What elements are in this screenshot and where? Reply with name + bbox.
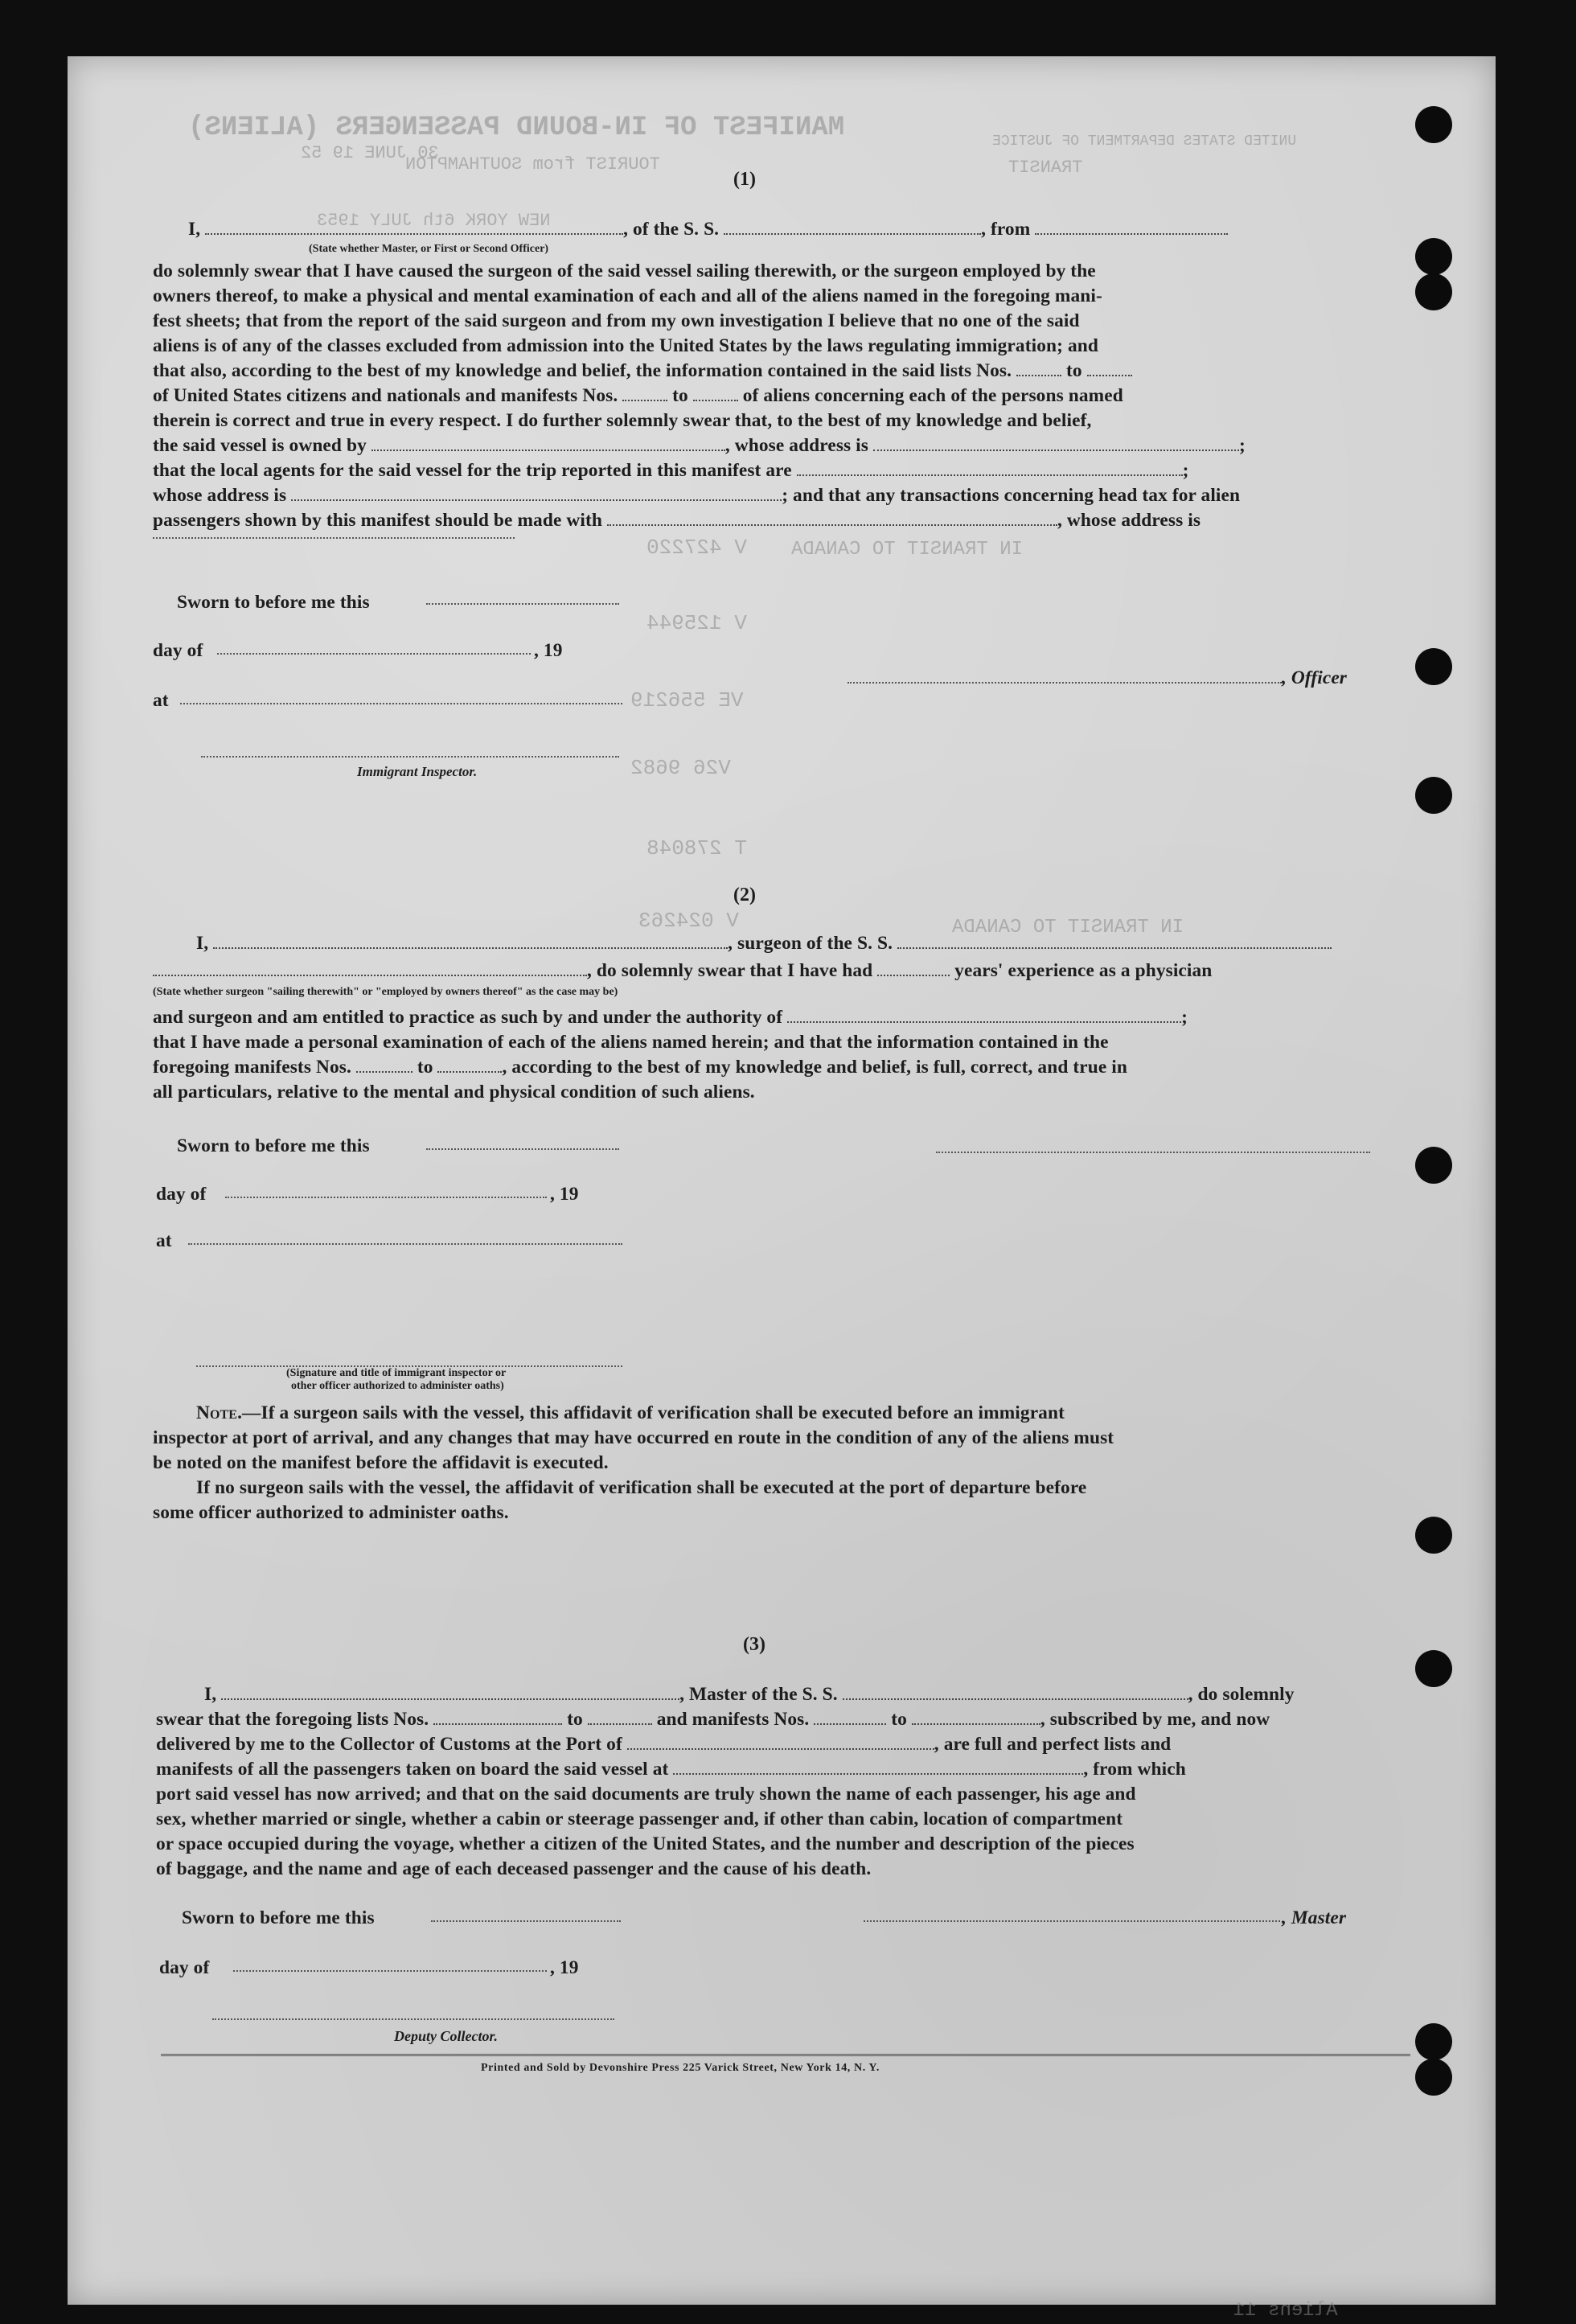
s1-manifests-label: of United States citizens and nationals and manifests Nos. (153, 385, 618, 406)
s1-owner-address-label: , whose address is (724, 435, 868, 456)
s1-day-field[interactable] (217, 653, 531, 655)
s2-state-hint: (State whether surgeon "sailing therewith" or "employed by owners thereof" as the case may be) (153, 986, 618, 998)
s1-manifests-to-label: to (672, 385, 688, 406)
binder-hole (1415, 2023, 1452, 2060)
binder-hole (1415, 1517, 1452, 1554)
s2-sailing-field[interactable] (153, 960, 587, 976)
s1-body-line (153, 384, 1123, 408)
s3-vessel-field[interactable] (843, 1684, 1188, 1700)
bleed-through-row (630, 756, 731, 780)
s1-body-line: fest sheets; that from the report of the said surgeon and from my own investigation I believe that no one of the said (153, 310, 1080, 331)
s2-note-line (196, 1401, 1065, 1425)
s1-manifests-tail: of aliens concerning each of the persons named (742, 385, 1123, 406)
bleed-through-row (646, 536, 747, 560)
bleed-row-text: T 278048 (646, 836, 747, 860)
s3-port-field[interactable] (627, 1734, 934, 1750)
s2-body-line (153, 1055, 1127, 1079)
s1-officer-signature-line[interactable] (848, 682, 1282, 684)
s3-manifests-label: and manifests Nos. (656, 1709, 810, 1730)
s2-note-line: If no surgeon sails with the vessel, the affidavit of verification shall be executed at the port of departure before (196, 1477, 1087, 1498)
s1-year-label: , 19 (534, 640, 563, 661)
footer-rule (161, 2054, 1410, 2056)
s2-year-label: , 19 (550, 1184, 579, 1205)
s2-day-of-label: day of (156, 1184, 207, 1205)
s2-sig-hint-line: other officer authorized to administer oaths) (291, 1380, 504, 1392)
s1-officer-field[interactable] (205, 219, 623, 235)
s2-body-line: that I have made a personal examination of each of the aliens named herein; and that the information contained in the (153, 1032, 1109, 1053)
s2-i-label: I, (196, 933, 209, 954)
s2-years-label: years' experience as a physician (954, 960, 1213, 981)
s3-lists-label: swear that the foregoing lists Nos. (156, 1709, 429, 1730)
s3-i-label: I, (204, 1684, 217, 1705)
s1-made-with-address-label: , whose address is (1057, 510, 1201, 531)
s1-body-line: aliens is of any of the classes excluded from admission into the United States by the laws regulating immigration; and (153, 335, 1098, 356)
s3-to-label: to (891, 1709, 907, 1730)
printer-credit: Printed and Sold by Devonshire Press 225 Varick Street, New York 14, N. Y. (481, 2062, 880, 2074)
bleed-through-row (791, 539, 1023, 560)
s1-body-line (153, 433, 1246, 458)
s1-owner-address-field[interactable] (873, 435, 1239, 451)
s2-surgeon-of-label: , surgeon of the S. S. (728, 933, 893, 954)
s3-body-line: or space occupied during the voyage, whether a citizen of the United States, and the number and description of the pieces (156, 1833, 1135, 1854)
s3-collector-signature-line[interactable] (212, 2018, 614, 2020)
s1-made-with-field[interactable] (607, 510, 1057, 526)
bleed-through-row (646, 611, 747, 635)
s3-day-of-label: day of (159, 1957, 210, 1978)
s1-semicolon: ; (1238, 435, 1246, 456)
s2-line1 (153, 959, 1212, 983)
s2-sig-hint-line: (Signature and title of immigrant inspector or (286, 1367, 507, 1379)
bleed-row-text: VE 556219 (630, 688, 744, 712)
bleed-through-row (638, 909, 739, 933)
s3-body-line: port said vessel has now arrived; and that on the said documents are truly shown the name of each passenger, his age and (156, 1784, 1136, 1805)
s1-of-ss: , of the S. S. (623, 219, 720, 240)
s1-made-with-label: passengers shown by this manifest should be made with (153, 510, 602, 531)
s3-body-line (156, 1707, 1270, 1731)
bleed-title-text: MANIFEST OF IN-BOUND PASSENGERS (ALIENS) (188, 113, 845, 143)
bleed-through-transit (1008, 158, 1082, 178)
s2-at-label: at (156, 1230, 172, 1251)
s1-lists-label: that also, according to the best of my knowledge and belief, the information contained in the said lists Nos. (153, 360, 1012, 381)
s1-from-field[interactable] (1035, 219, 1228, 235)
s1-body-line (153, 483, 1240, 507)
s1-owner-field[interactable] (371, 435, 725, 451)
manifest-page (68, 56, 1496, 2322)
s1-body-line (153, 508, 1200, 532)
s3-body-line: of baggage, and the name and age of each deceased passenger and the cause of his death. (156, 1858, 872, 1879)
s1-lists-to-label: to (1065, 360, 1082, 381)
bleed-through-header (992, 133, 1296, 150)
binder-hole (1415, 1147, 1452, 1184)
bleed-through-row (646, 836, 747, 860)
s3-body-line (156, 1732, 1171, 1756)
s1-state-hint: (State whether Master, or First or Second Officer) (309, 243, 549, 255)
binder-hole (1415, 106, 1452, 143)
s1-sworn-field[interactable] (426, 603, 619, 605)
s1-intro-line (188, 217, 1228, 241)
s1-vessel-field[interactable] (724, 219, 981, 235)
s1-inspector-signature-line[interactable] (201, 756, 619, 758)
s3-master-label: , Master (1282, 1907, 1347, 1928)
binder-hole (1415, 777, 1452, 814)
s2-intro-line (196, 931, 1332, 955)
bleed-row-text: V 427220 (646, 536, 747, 560)
bleed-through-title (188, 113, 844, 143)
s2-manifests-tail: , according to the best of my knowledge and belief, is full, correct, and true in (502, 1057, 1128, 1078)
s2-note-label: Note. (196, 1402, 243, 1423)
s3-port-label: delivered by me to the Collector of Customs at the Port of (156, 1734, 622, 1755)
s3-embark-port-field[interactable] (673, 1759, 1083, 1775)
binder-hole (1415, 1650, 1452, 1687)
s2-note-line: some officer authorized to administer oaths. (153, 1502, 509, 1523)
s2-note-line: be noted on the manifest before the affidavit is executed. (153, 1452, 609, 1473)
s3-master-signature-line[interactable] (864, 1920, 1280, 1922)
s3-manifests-to-field[interactable] (912, 1709, 1040, 1725)
s1-body-line (153, 359, 1132, 383)
s2-manifests-label: foregoing manifests Nos. (153, 1057, 351, 1078)
s2-day-field[interactable] (225, 1197, 547, 1198)
s2-note-line: inspector at port of arrival, and any changes that may have occurred en route in the condition of any of the aliens must (153, 1427, 1114, 1448)
s3-lists-to-field[interactable] (588, 1709, 652, 1725)
bleed-row-text: V 125944 (646, 611, 747, 635)
s2-at-field[interactable] (188, 1243, 622, 1245)
s2-body-line: all particulars, relative to the mental and physical condition of such aliens. (153, 1082, 755, 1102)
bleed-row-text: IN TRANSIT TO CANADA (952, 917, 1184, 938)
s2-manifests-from-field[interactable] (356, 1057, 412, 1073)
s1-lists-to-field[interactable] (1087, 360, 1132, 376)
bleed-transit-text: TRANSIT (1008, 158, 1083, 178)
s3-day-field[interactable] (233, 1970, 547, 1972)
s1-agents-address-field[interactable] (291, 485, 782, 501)
s1-officer-label: , Officer (1282, 667, 1348, 688)
s2-authority-field[interactable] (787, 1007, 1181, 1023)
s3-to-label: to (567, 1709, 583, 1730)
s3-full-lists-label: , are full and perfect lists and (934, 1734, 1172, 1755)
binder-hole (1415, 273, 1452, 310)
s3-lists-from-field[interactable] (433, 1709, 562, 1725)
s3-sworn-label: Sworn to before me this (182, 1907, 375, 1928)
bleed-date-text: 30 JUNE 19 52 (301, 143, 439, 163)
binder-hole (1415, 238, 1452, 275)
s1-body-line: do solemnly swear that I have caused the surgeon of the said vessel sailing therewith, or the surgeon employed by the (153, 261, 1096, 281)
bleed-through-row (630, 688, 743, 712)
bleed-footer-text: Aliens 11 (1233, 2300, 1338, 2322)
s2-surgeon-signature-line[interactable] (936, 1152, 1370, 1153)
s2-body-line (153, 1005, 1188, 1029)
s2-vessel-field[interactable] (897, 933, 1332, 949)
s2-authority-label: and surgeon and am entitled to practice as such by and under the authority of (153, 1007, 783, 1028)
s2-to-label: to (417, 1057, 433, 1078)
s3-body-line (156, 1757, 1186, 1781)
s3-collector-label: Deputy Collector. (394, 2028, 498, 2044)
s1-agents-label: that the local agents for the said vessel for the trip reported in this manifest are (153, 460, 792, 481)
s2-manifests-to-field[interactable] (437, 1057, 502, 1073)
s3-taken-on-board-label: manifests of all the passengers taken on board the said vessel at (156, 1759, 669, 1780)
s2-years-field[interactable] (877, 960, 950, 976)
s2-sworn-label: Sworn to before me this (177, 1135, 370, 1156)
s1-lists-from-field[interactable] (1016, 360, 1061, 376)
s2-sig-hint (286, 1367, 506, 1393)
s2-note-text: —If a surgeon sails with the vessel, this affidavit of verification shall be executed before an immigrant (242, 1402, 1065, 1423)
s2-semicolon: ; (1181, 1007, 1188, 1028)
s1-inspector-label: Immigrant Inspector. (357, 764, 478, 779)
s1-sworn-label: Sworn to before me this (177, 592, 370, 613)
s1-i-label: I, (188, 219, 201, 240)
s1-continuation-line[interactable] (153, 537, 515, 539)
s1-agents-field[interactable] (797, 460, 1183, 476)
s2-solemnly-label: , do solemnly swear that I have had (587, 960, 873, 981)
s1-owned-by-label: the said vessel is owned by (153, 435, 367, 456)
binder-hole (1415, 2059, 1452, 2096)
bleed-through-footer (1233, 2300, 1338, 2322)
bleed-row-text: V26 9682 (630, 756, 731, 780)
s1-agents-address-label: whose address is (153, 485, 287, 506)
bleed-through-date (301, 143, 439, 163)
bleed-through-ship (405, 154, 660, 175)
s1-body-line: owners thereof, to make a physical and mental examination of each and all of the aliens named in the foregoing mani- (153, 285, 1102, 306)
s2-sworn-field[interactable] (426, 1148, 619, 1150)
s3-subscribed-label: , subscribed by me, and now (1040, 1709, 1270, 1730)
section-2-number: (2) (733, 885, 756, 905)
s1-day-of-label: day of (153, 640, 203, 661)
section-1-number: (1) (733, 169, 756, 190)
s3-year-label: , 19 (550, 1957, 579, 1978)
bleed-row-text: V 024263 (638, 909, 739, 933)
s1-semicolon: ; (1182, 460, 1189, 481)
s3-sworn-field[interactable] (431, 1920, 621, 1922)
s3-master-name-field[interactable] (221, 1684, 679, 1700)
s1-headtax-label: ; and that any transactions concerning head tax for alien (782, 485, 1241, 506)
s1-at-field[interactable] (180, 703, 622, 704)
bleed-row-text: IN TRANSIT TO CANADA (791, 539, 1024, 560)
bleed-ship-text: TOURIST from SOUTHAMPTON (405, 154, 660, 175)
s3-body-line: sex, whether married or single, whether a cabin or steerage passenger and, if other than cabin, location of compartment (156, 1809, 1123, 1829)
s1-body-line (153, 458, 1189, 482)
s1-manifests-to-field[interactable] (693, 385, 738, 401)
s3-intro-line (204, 1682, 1295, 1706)
s3-from-which-label: , from which (1083, 1759, 1186, 1780)
section-3-number: (3) (743, 1634, 765, 1655)
s1-from: , from (981, 219, 1031, 240)
bleed-arrival-text: NEW YORK 6th JULY 1953 (317, 211, 551, 231)
s1-body-line: therein is correct and true in every respect. I do further solemnly swear that, to the best of my knowledge and belief, (153, 410, 1092, 431)
bleed-header-text: UNITED STATES DEPARTMENT OF JUSTICE (992, 133, 1297, 150)
s3-master-of-label: , Master of the S. S. (679, 1684, 838, 1705)
s2-surgeon-name-field[interactable] (213, 933, 728, 949)
binder-hole (1415, 648, 1452, 685)
s3-do-solemnly: , do solemnly (1188, 1684, 1295, 1705)
s1-at-label: at (153, 690, 169, 711)
s3-manifests-from-field[interactable] (814, 1709, 886, 1725)
s1-manifests-from-field[interactable] (622, 385, 667, 401)
